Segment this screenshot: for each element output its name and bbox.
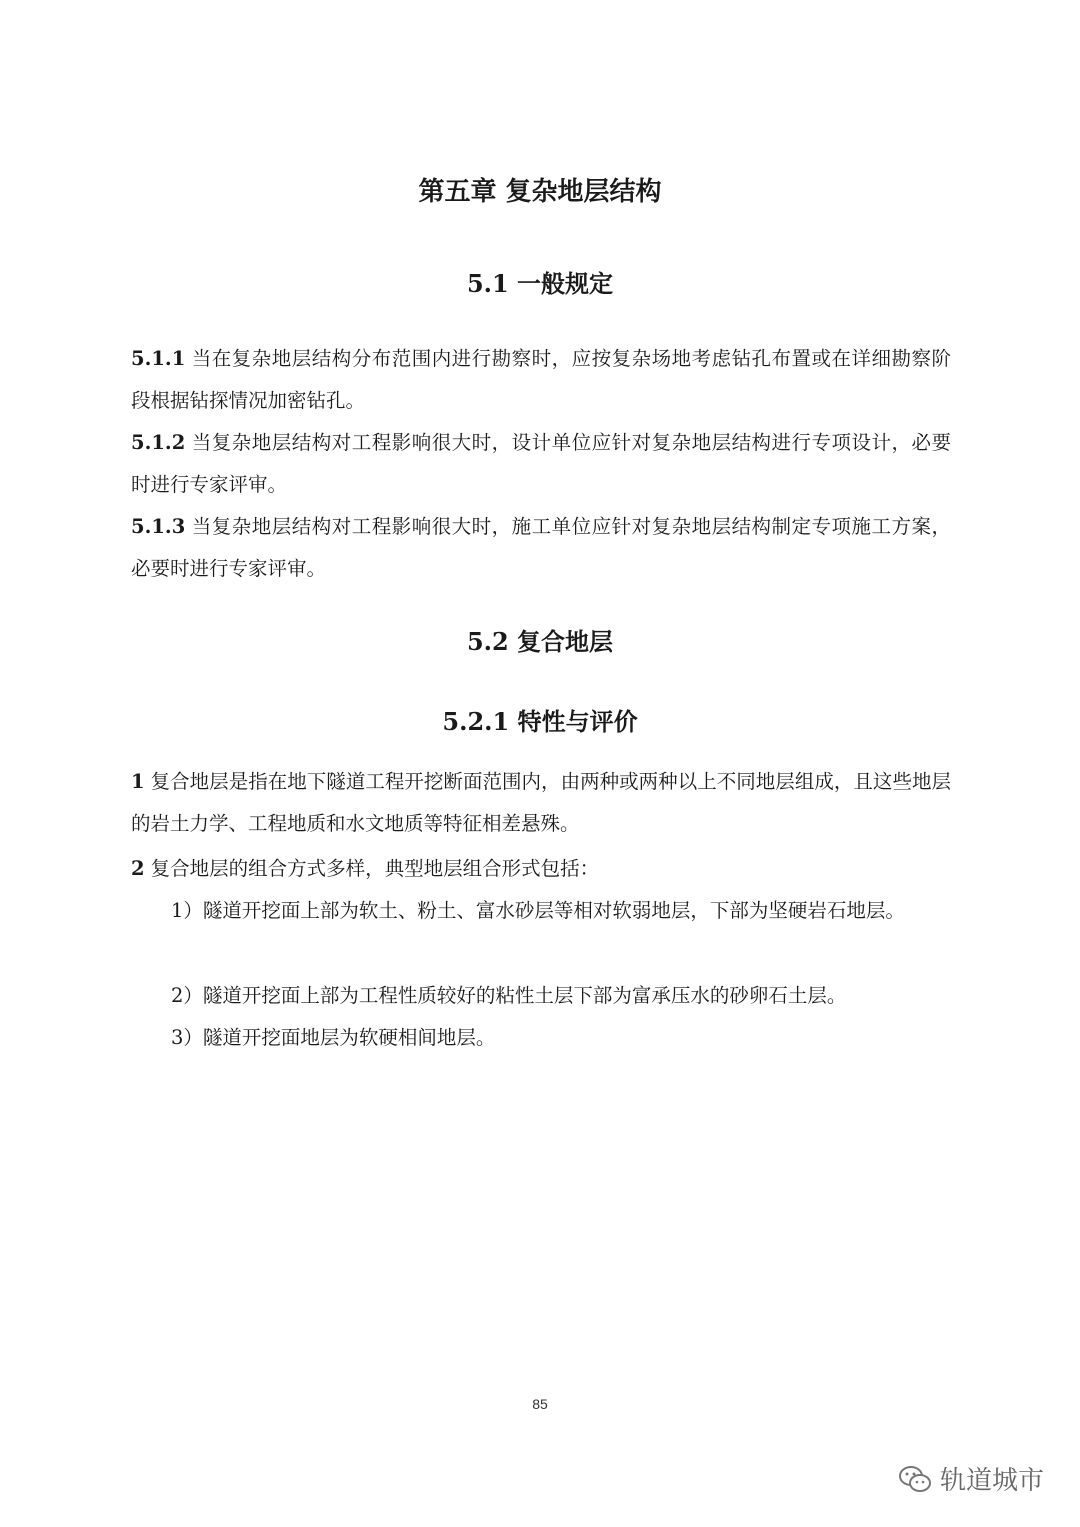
clause-5-1-2	[131, 422, 951, 506]
clause-text: 当复杂地层结构对工程影响很大时，施工单位应针对复杂地层结构制定专项施工方案，必要时进行专家评审。	[131, 515, 951, 580]
list-item-1: 1）隧道开挖面上部为软土、粉土、富水砂层等相对软弱地层，下部为坚硬岩石地层。	[171, 899, 905, 922]
list-item-2: 2）隧道开挖面上部为工程性质较好的粘性土层下部为富承压水的砂卵石土层。	[171, 984, 847, 1007]
paragraph-text: 复合地层是指在地下隧道工程开挖断面范围内，由两种或两种以上不同地层组成，且这些地层的岩土力学、工程地质和水文地质等特征相差悬殊。	[131, 770, 951, 835]
watermark	[898, 1460, 1044, 1497]
paragraph-1	[131, 761, 951, 845]
page-number: 85	[532, 1396, 548, 1412]
clause-number: 5.1.2	[131, 431, 186, 454]
clause-number: 5.1.1	[131, 347, 186, 370]
paragraph-number: 1	[131, 770, 145, 793]
watermark-text: 轨道城市	[939, 1466, 1044, 1496]
chapter-title: 第五章 复杂地层结构	[418, 177, 662, 207]
clause-number: 5.1.3	[131, 515, 186, 538]
paragraph-text: 复合地层的组合方式多样，典型地层组合形式包括：	[150, 857, 600, 880]
paragraph-number: 2	[131, 857, 145, 880]
section-title-5-1: 5.1 一般规定	[466, 269, 614, 298]
subsection-title-5-2-1: 5.2.1 特性与评价	[442, 707, 638, 736]
wechat-icon	[898, 1464, 932, 1494]
clause-5-1-1	[131, 338, 951, 422]
section-title-5-2: 5.2 复合地层	[466, 627, 614, 656]
clause-5-1-3	[131, 506, 951, 590]
clause-text: 当复杂地层结构对工程影响很大时，设计单位应针对复杂地层结构进行专项设计，必要时进行专家评审。	[131, 431, 951, 496]
clause-text: 当在复杂地层结构分布范围内进行勘察时，应按复杂场地考虑钻孔布置或在详细勘察阶段根据钻探情况加密钻孔。	[131, 347, 951, 412]
paragraph-2	[131, 848, 951, 890]
list-item-3: 3）隧道开挖面地层为软硬相间地层。	[171, 1026, 496, 1049]
